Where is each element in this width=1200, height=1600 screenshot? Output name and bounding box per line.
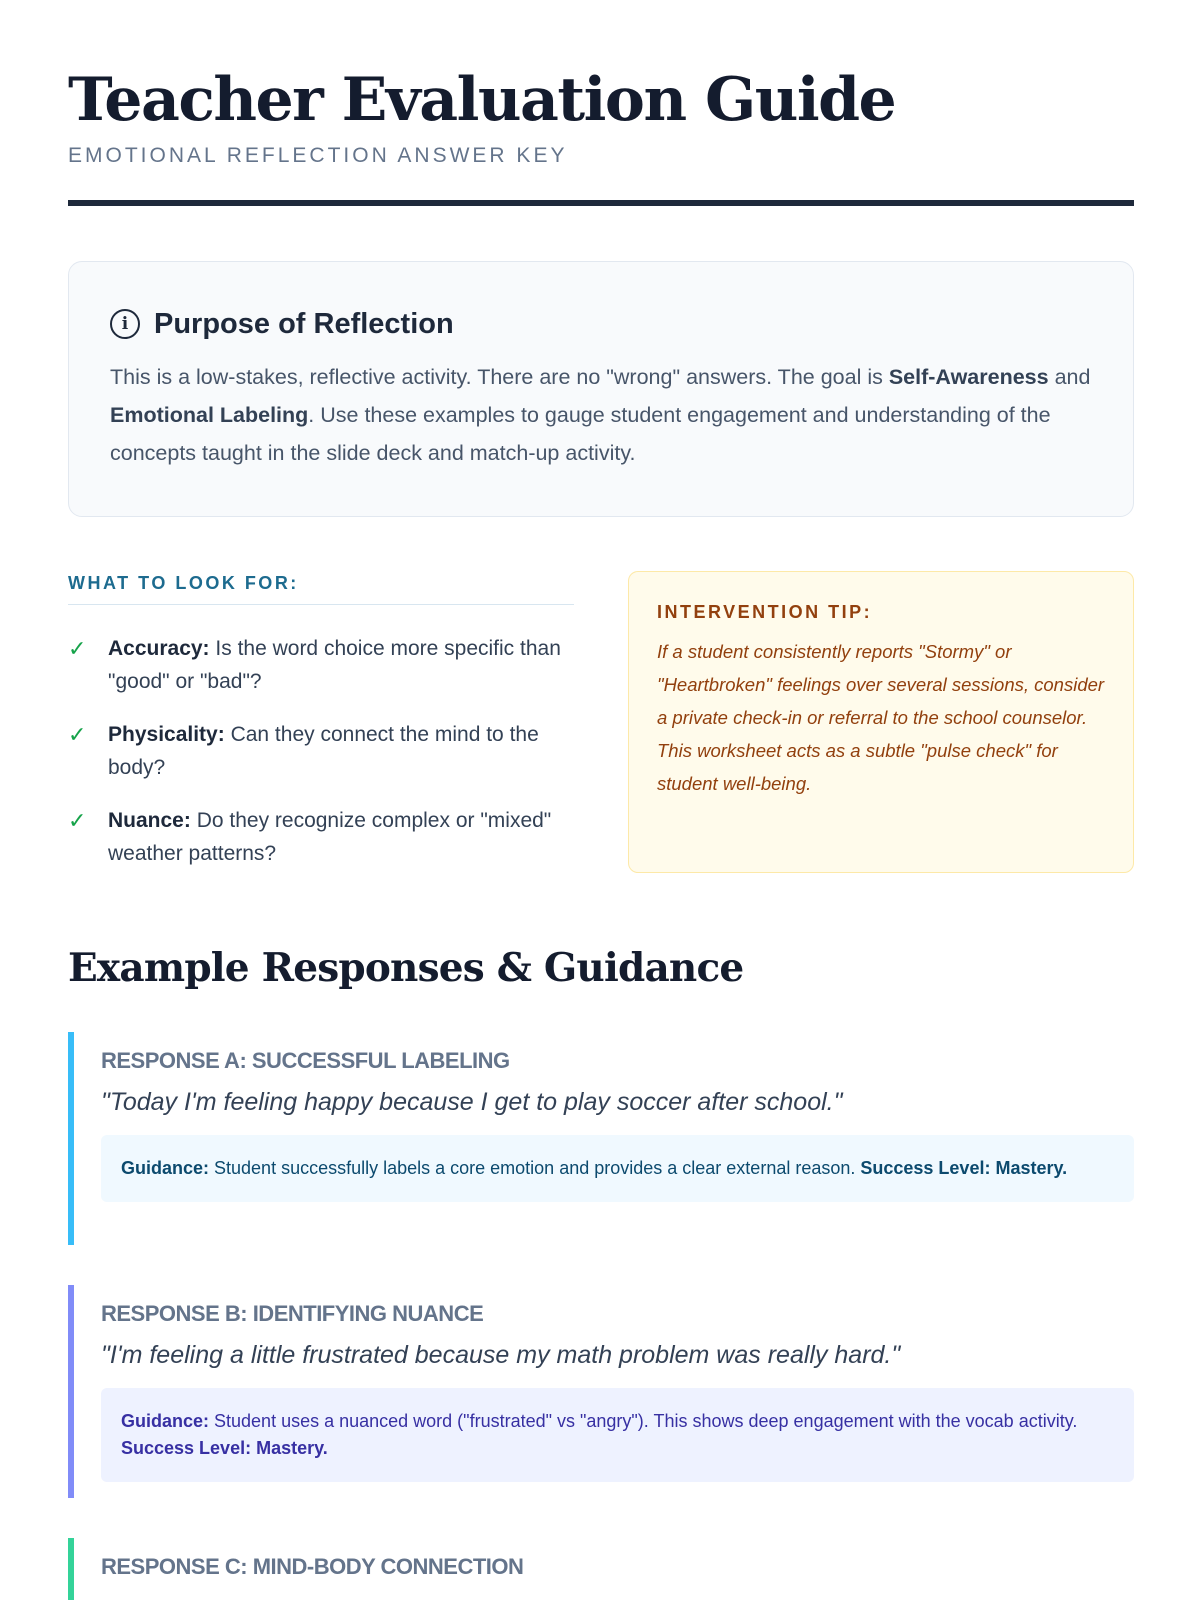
response-quote: "I'm feeling a little frustrated because my math problem was really hard.": [101, 1341, 901, 1369]
look-for-item-text: [108, 804, 574, 870]
purpose-bold-2: Emotional Labeling: [110, 403, 309, 427]
look-for-item: [68, 804, 574, 870]
check-icon: ✓: [68, 722, 87, 747]
response-accent-bar: [68, 1538, 74, 1600]
guidance-box: [101, 1135, 1134, 1202]
guidance-text: Student successfully labels a core emotion and provides a clear external reason.: [209, 1158, 861, 1178]
purpose-text-3: . Use these examples to gauge student engagement and understanding of the concepts taught in the slide deck and match-up activity.: [110, 403, 1051, 465]
look-for-item-desc: Is the word choice more specific than "good" or "bad"?: [108, 637, 561, 693]
tip-title: INTERVENTION TIP:: [657, 602, 873, 622]
info-icon: i: [110, 309, 140, 339]
guidance-box: [101, 1388, 1134, 1482]
look-for-item: [68, 718, 574, 784]
examples-title: Example Responses & Guidance: [68, 945, 744, 991]
response-card-c: [68, 1538, 1134, 1600]
tip-text: If a student consistently reports "Stormy" or "Heartbroken" feelings over several sessions, consider a private check-in or referral to the school counselor. This worksheet acts as a subtle "pulse check" for student well-being.: [657, 641, 1105, 794]
check-icon: ✓: [68, 636, 87, 661]
look-for-item-text: [108, 632, 574, 698]
purpose-header: [110, 306, 1093, 342]
look-for-item: [68, 632, 574, 698]
response-quote: "Today I'm feeling happy because I get to play soccer after school.": [101, 1088, 843, 1116]
response-label: RESPONSE A: SUCCESSFUL LABELING: [101, 1048, 510, 1073]
purpose-bold-1: Self-Awareness: [888, 365, 1049, 389]
check-icon: ✓: [68, 808, 87, 833]
purpose-title: Purpose of Reflection: [154, 307, 454, 340]
response-label: RESPONSE C: MIND-BODY CONNECTION: [101, 1554, 524, 1579]
purpose-text: [110, 358, 1093, 472]
look-for-item-text: [108, 718, 574, 784]
guidance-text: Student uses a nuanced word ("frustrated" vs "angry"). This shows deep engagement with the vocab activity.: [209, 1411, 1078, 1431]
look-for-list: [68, 632, 574, 890]
page-subtitle: EMOTIONAL REFLECTION ANSWER KEY: [68, 144, 568, 167]
guidance-label: Guidance:: [121, 1411, 210, 1431]
success-level: Success Level: Mastery.: [860, 1158, 1068, 1178]
purpose-text-2: and: [1048, 365, 1091, 389]
guidance-label: Guidance:: [121, 1158, 210, 1178]
look-for-item-desc: Do they recognize complex or "mixed" weather patterns?: [108, 809, 552, 865]
header-divider: [68, 200, 1134, 206]
look-for-item-label: Nuance:: [108, 809, 191, 832]
response-card-a: [68, 1032, 1134, 1245]
look-for-title: WHAT TO LOOK FOR:: [68, 573, 574, 605]
page-title: Teacher Evaluation Guide: [68, 65, 896, 135]
purpose-text-1: This is a low-stakes, reflective activity. There are no "wrong" answers. The goal is: [110, 365, 889, 389]
response-label: RESPONSE B: IDENTIFYING NUANCE: [101, 1301, 484, 1326]
purpose-card: [68, 261, 1134, 517]
response-card-b: [68, 1285, 1134, 1498]
look-for-item-label: Accuracy:: [108, 637, 210, 660]
look-for-item-label: Physicality:: [108, 723, 225, 746]
response-accent-bar: [68, 1285, 74, 1498]
success-level: Success Level: Mastery.: [121, 1438, 328, 1458]
intervention-tip-card: [628, 571, 1134, 873]
look-for-item-desc: Can they connect the mind to the body?: [108, 723, 539, 779]
response-accent-bar: [68, 1032, 74, 1245]
